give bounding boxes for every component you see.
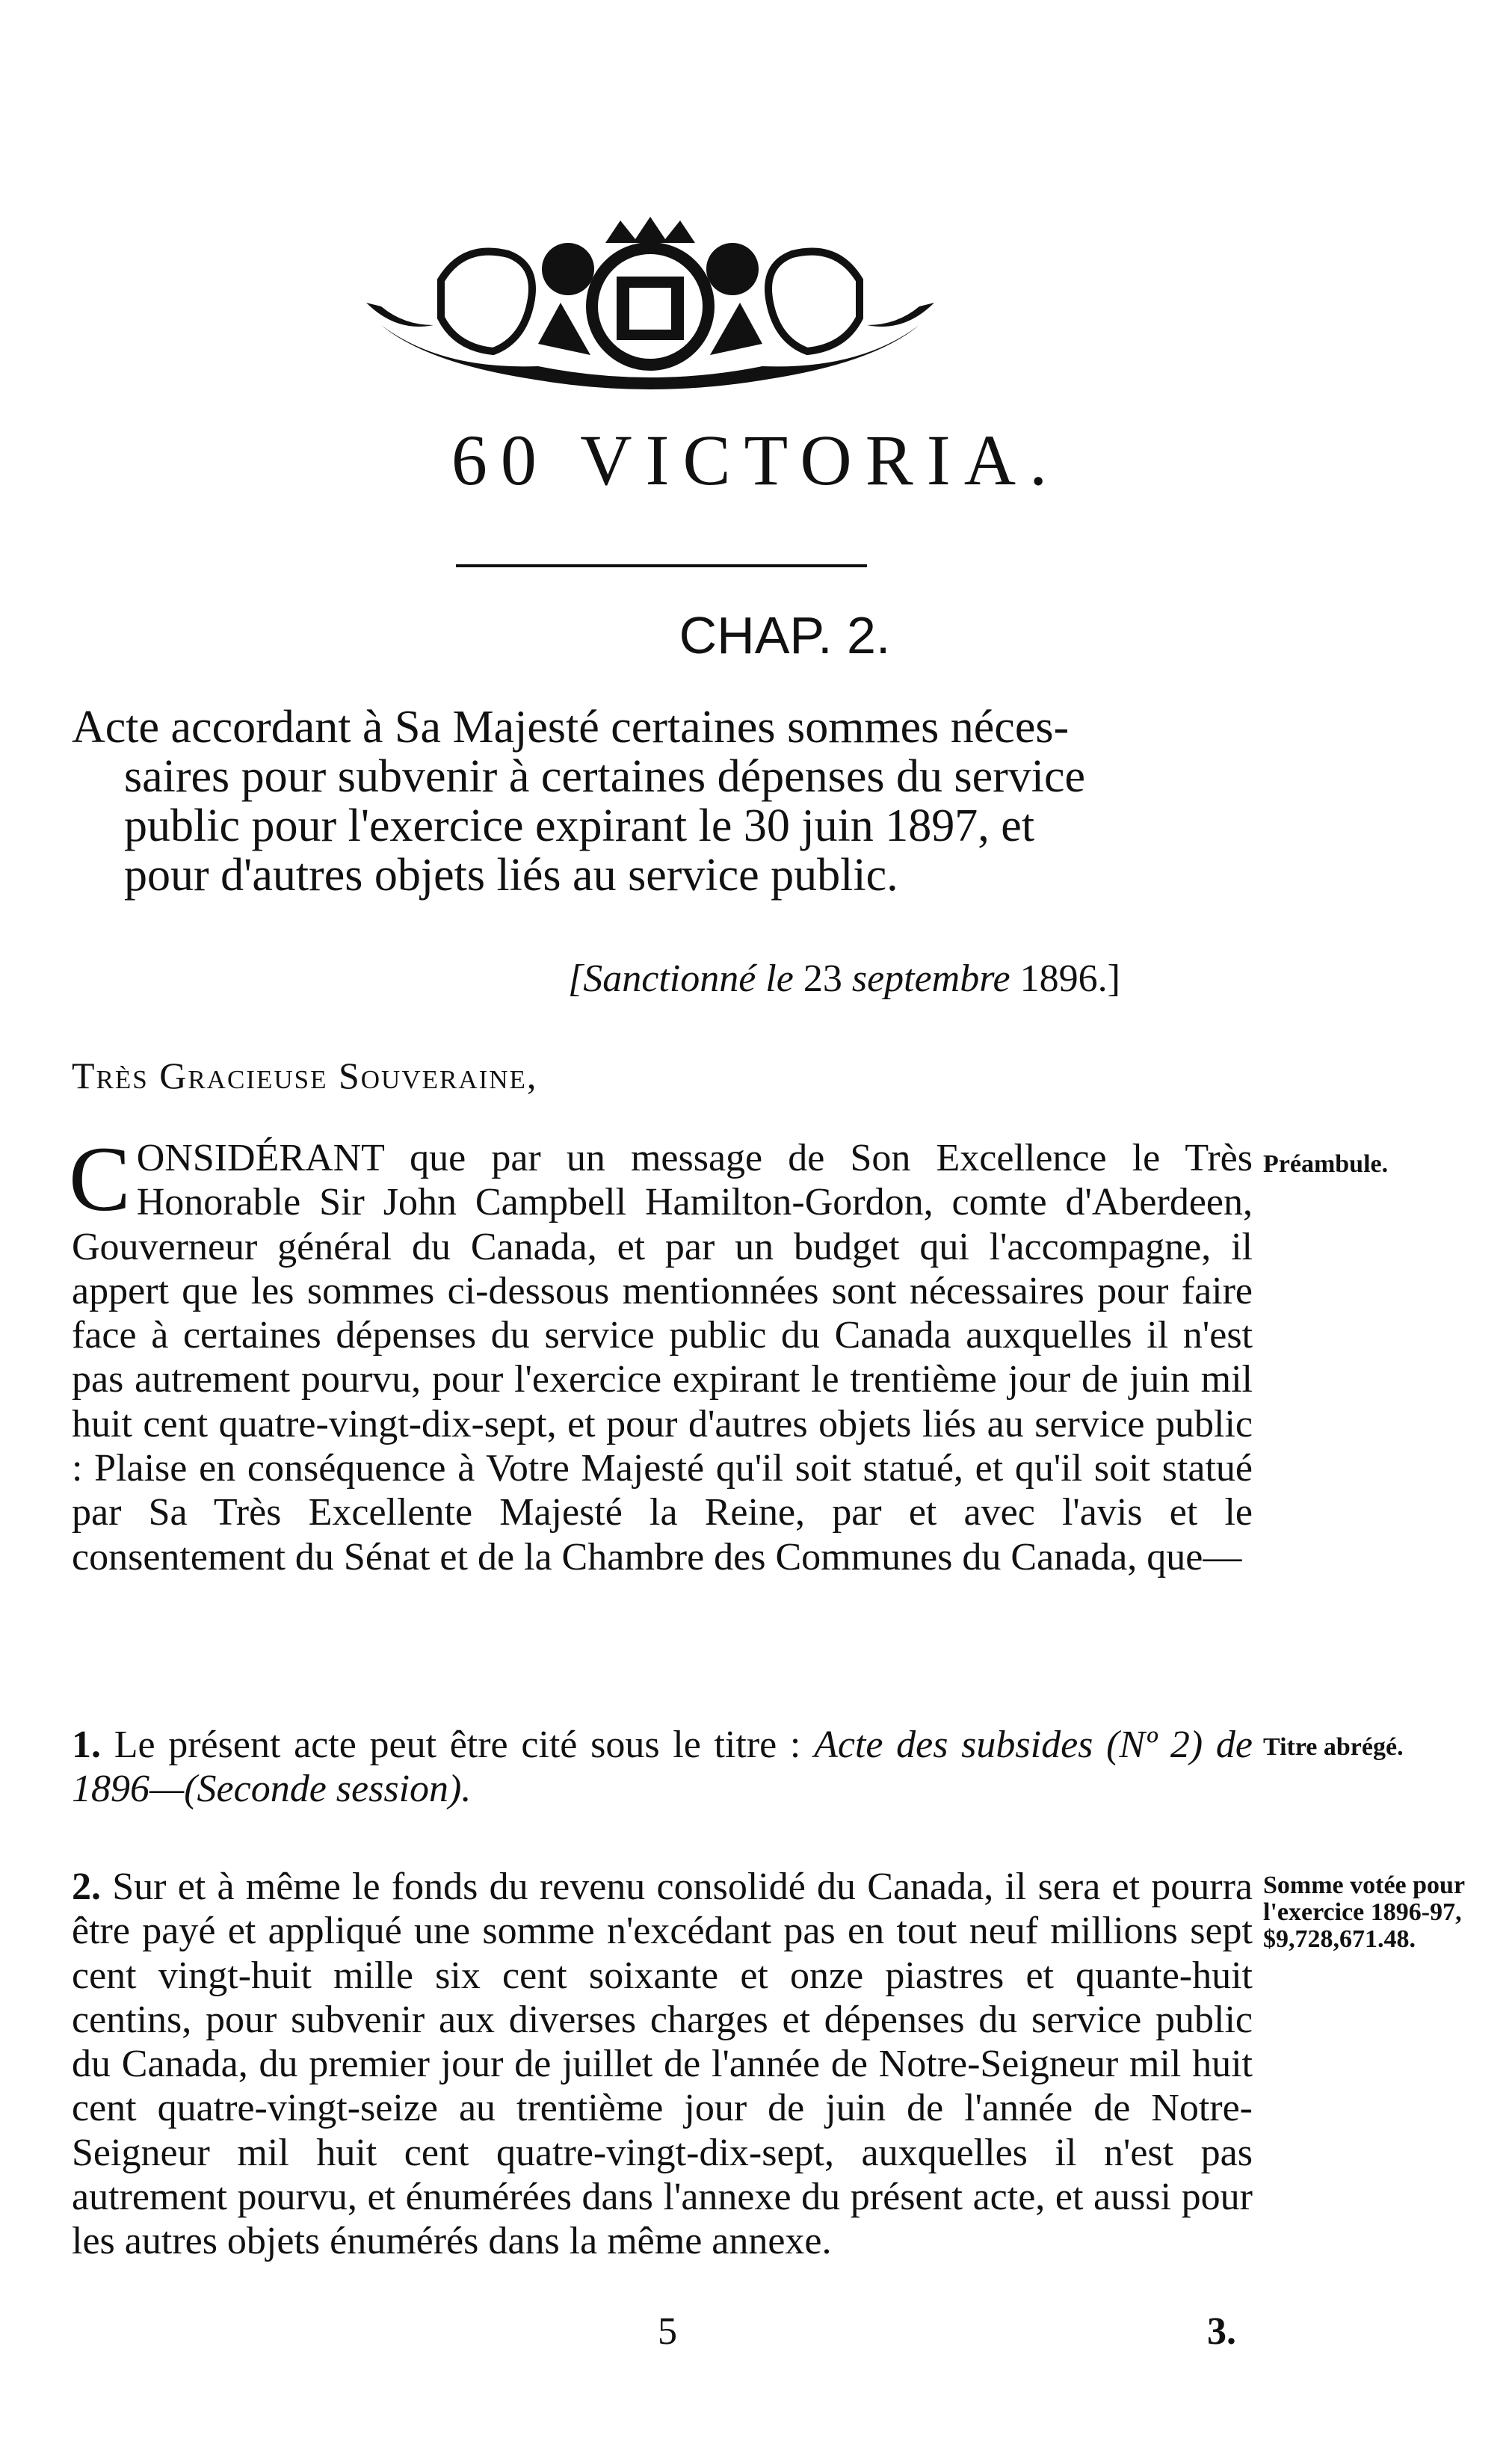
catchword: 3. xyxy=(1207,2310,1236,2353)
margin-note-sum-label: Somme votée pour l'exercice 1896-97, xyxy=(1263,1871,1465,1926)
chapter-heading: CHAP. 2. xyxy=(679,606,891,664)
section-number: 1. xyxy=(72,1724,101,1766)
salutation: Très Gracieuse Souveraine, xyxy=(72,1055,538,1096)
section-1 xyxy=(72,1723,1253,1812)
title-line: saires pour subvenir à certaines dépenses du service xyxy=(124,751,1086,802)
section-text: Le présent acte peut être cité sous le titre : xyxy=(114,1724,801,1766)
sanction-year: 1896.] xyxy=(1019,957,1120,1000)
page-number: 5 xyxy=(658,2310,677,2353)
margin-note-sum xyxy=(1263,1872,1502,1953)
sanction-date xyxy=(568,957,1120,1001)
title-line: pour d'autres objets liés au service public. xyxy=(124,850,898,901)
act-title xyxy=(72,703,1253,900)
sanction-month: septembre xyxy=(851,957,1010,1000)
sanction-day: 23 xyxy=(803,957,842,1000)
drop-cap: C xyxy=(69,1128,131,1230)
section-number: 2. xyxy=(72,1866,101,1908)
royal-coat-of-arms xyxy=(351,213,949,400)
preamble-paragraph xyxy=(69,1128,1253,1579)
divider-rule xyxy=(456,564,867,567)
margin-note-preamble: Préambule. xyxy=(1263,1150,1389,1178)
short-title: Acte des subsides (Nº 2) de 1896—(Seconde session). xyxy=(72,1724,1253,1811)
margin-note-sum-amount: $9,728,671.48. xyxy=(1263,1925,1416,1953)
title-line: public pour l'exercice expirant le 30 juin 1897, et xyxy=(124,800,1035,851)
section-text: Sur et à même le fonds du revenu consolidé du Canada, il sera et pourra être payé et appliqué une somme n'excédant pas en tout neuf millions sept cent vingt-huit mille six cent soixante et onze piastres et quante-huit centins, pour subvenir aux diverses charges et dépenses du service public du Canada, du premier jour de juillet de l'année de Notre-Seigneur mil huit cent quatre-vingt-seize au trentième jour de juin de l'année de Notre-Seigneur mil huit cent quatre-vingt-dix-sept, auxquelles il n'est pas autrement pourvu, et énumérées dans l'annexe du présent acte, et aussi pour les autres objets énumérés dans la même annexe. xyxy=(72,1866,1253,2263)
section-2 xyxy=(72,1865,1253,2264)
title-line: Acte accordant à Sa Majesté certaines sommes néces- xyxy=(72,702,1070,753)
margin-note-short-title: Titre abrégé. xyxy=(1263,1733,1404,1761)
sanction-prefix: [Sanctionné le xyxy=(568,957,794,1000)
preamble-text: ONSIDÉRANT que par un message de Son Excellence le Très Honorable Sir John Campbell Hamilton-Gordon, comte d'Aberdeen, Gouverneur général du Canada, et par un budget qui l'accompagne, il appert que les sommes ci-dessous mentionnées sont nécessaires pour faire face à certaines dépenses du service public du Canada auxquelles il n'est pas autrement pourvu, pour l'exercice expirant le trentième jour de juin mil huit cent quatre-vingt-dix-sept, et pour d'autres objets liés au service public : Plaise en conséquence à Votre Majesté qu'il soit statué, et qu'il soit statué par Sa Très Excellente Majesté la Reine, par et avec l'avis et le consentement du Sénat et de la Chambre des Communes du Canada, que— xyxy=(72,1137,1253,1579)
volume-heading: 60 VICTORIA. xyxy=(451,420,1061,500)
